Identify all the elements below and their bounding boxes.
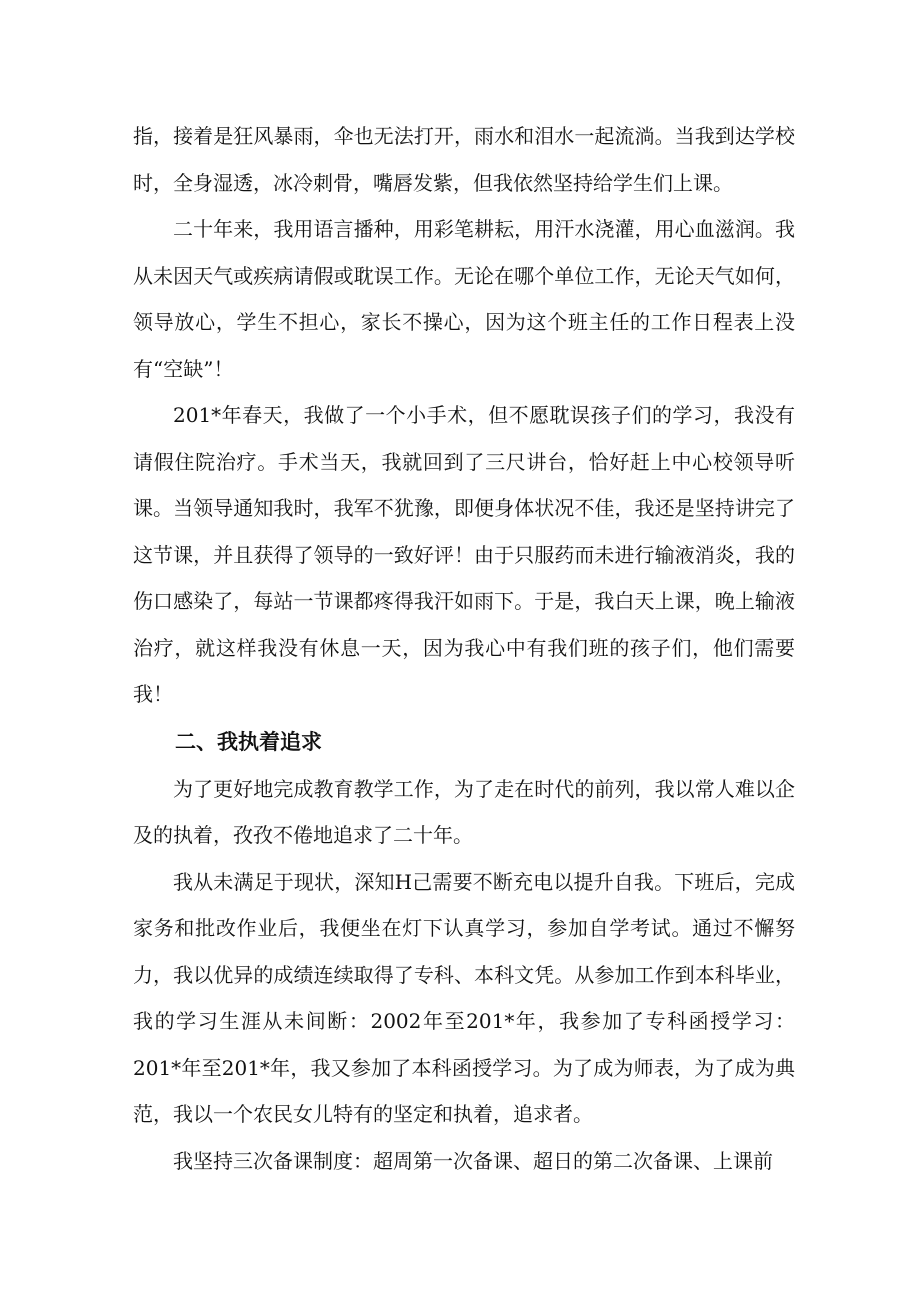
paragraph-pursuit-intro: 为了更好地完成教育教学工作，为了走在时代的前列，我以常人难以企及的执着，孜孜不倦地追求了二十年。 (133, 776, 795, 847)
paragraph-lesson-prep: 我坚持三次备课制度：超周第一次备课、超日的第二次备课、上课前 (173, 1148, 773, 1173)
document-body (133, 113, 795, 1184)
paragraph-surgery: 201*年春天，我做了一个小手术，但不愿耽误孩子们的学习，我没有请假住院治疗。手术当天，我就回到了三尺讲台，恰好赶上中心校领导听课。当领导通知我时，我军不犹豫，即便身体状况不佳，我还是坚持讲完了这节课，并且获得了领导的一致好评！由于只服药而未进行输液消炎，我的伤口感染了，每站一节课都疼得我汗如雨下。于是，我白天上课，晚上输液治疗，就这样我没有休息一天，因为我心中有我们班的孩子们，他们需要我！ (133, 403, 795, 706)
paragraph-study: 我从未满足于现状，深知H己需要不断充电以提升自我。下班后，完成家务和批改作业后，我便坐在灯下认真学习，参加自学考试。通过不懈努力，我以优异的成绩连续取得了专科、本科文凭。从参加工作到本科毕业，我的学习生涯从未间断：2002年至201*年，我参加了专科函授学习：201*年至201*年，我又参加了本科函授学习。为了成为师表，为了成为典范，我以一个农民女儿特有的坚定和执着，追求者。 (133, 869, 795, 1126)
section-heading: 二、我执着追求 (175, 729, 322, 754)
paragraph-twenty-years: 二十年来，我用语言播种，用彩笔耕耘，用汗水浇灌，用心血滋润。我从未因天气或疾病请假或耽误工作。无论在哪个单位工作，无论天气如何，领导放心，学生不担心，家长不操心，因为这个班主任的工作日程表上没有“空缺”！ (133, 217, 795, 381)
paragraph-continuation: 指，接着是狂风暴雨，伞也无法打开，雨水和泪水一起流淌。当我到达学校时，全身湿透，冰冷刺骨，嘴唇发紫，但我依然坚持给学生们上课。 (133, 124, 795, 195)
